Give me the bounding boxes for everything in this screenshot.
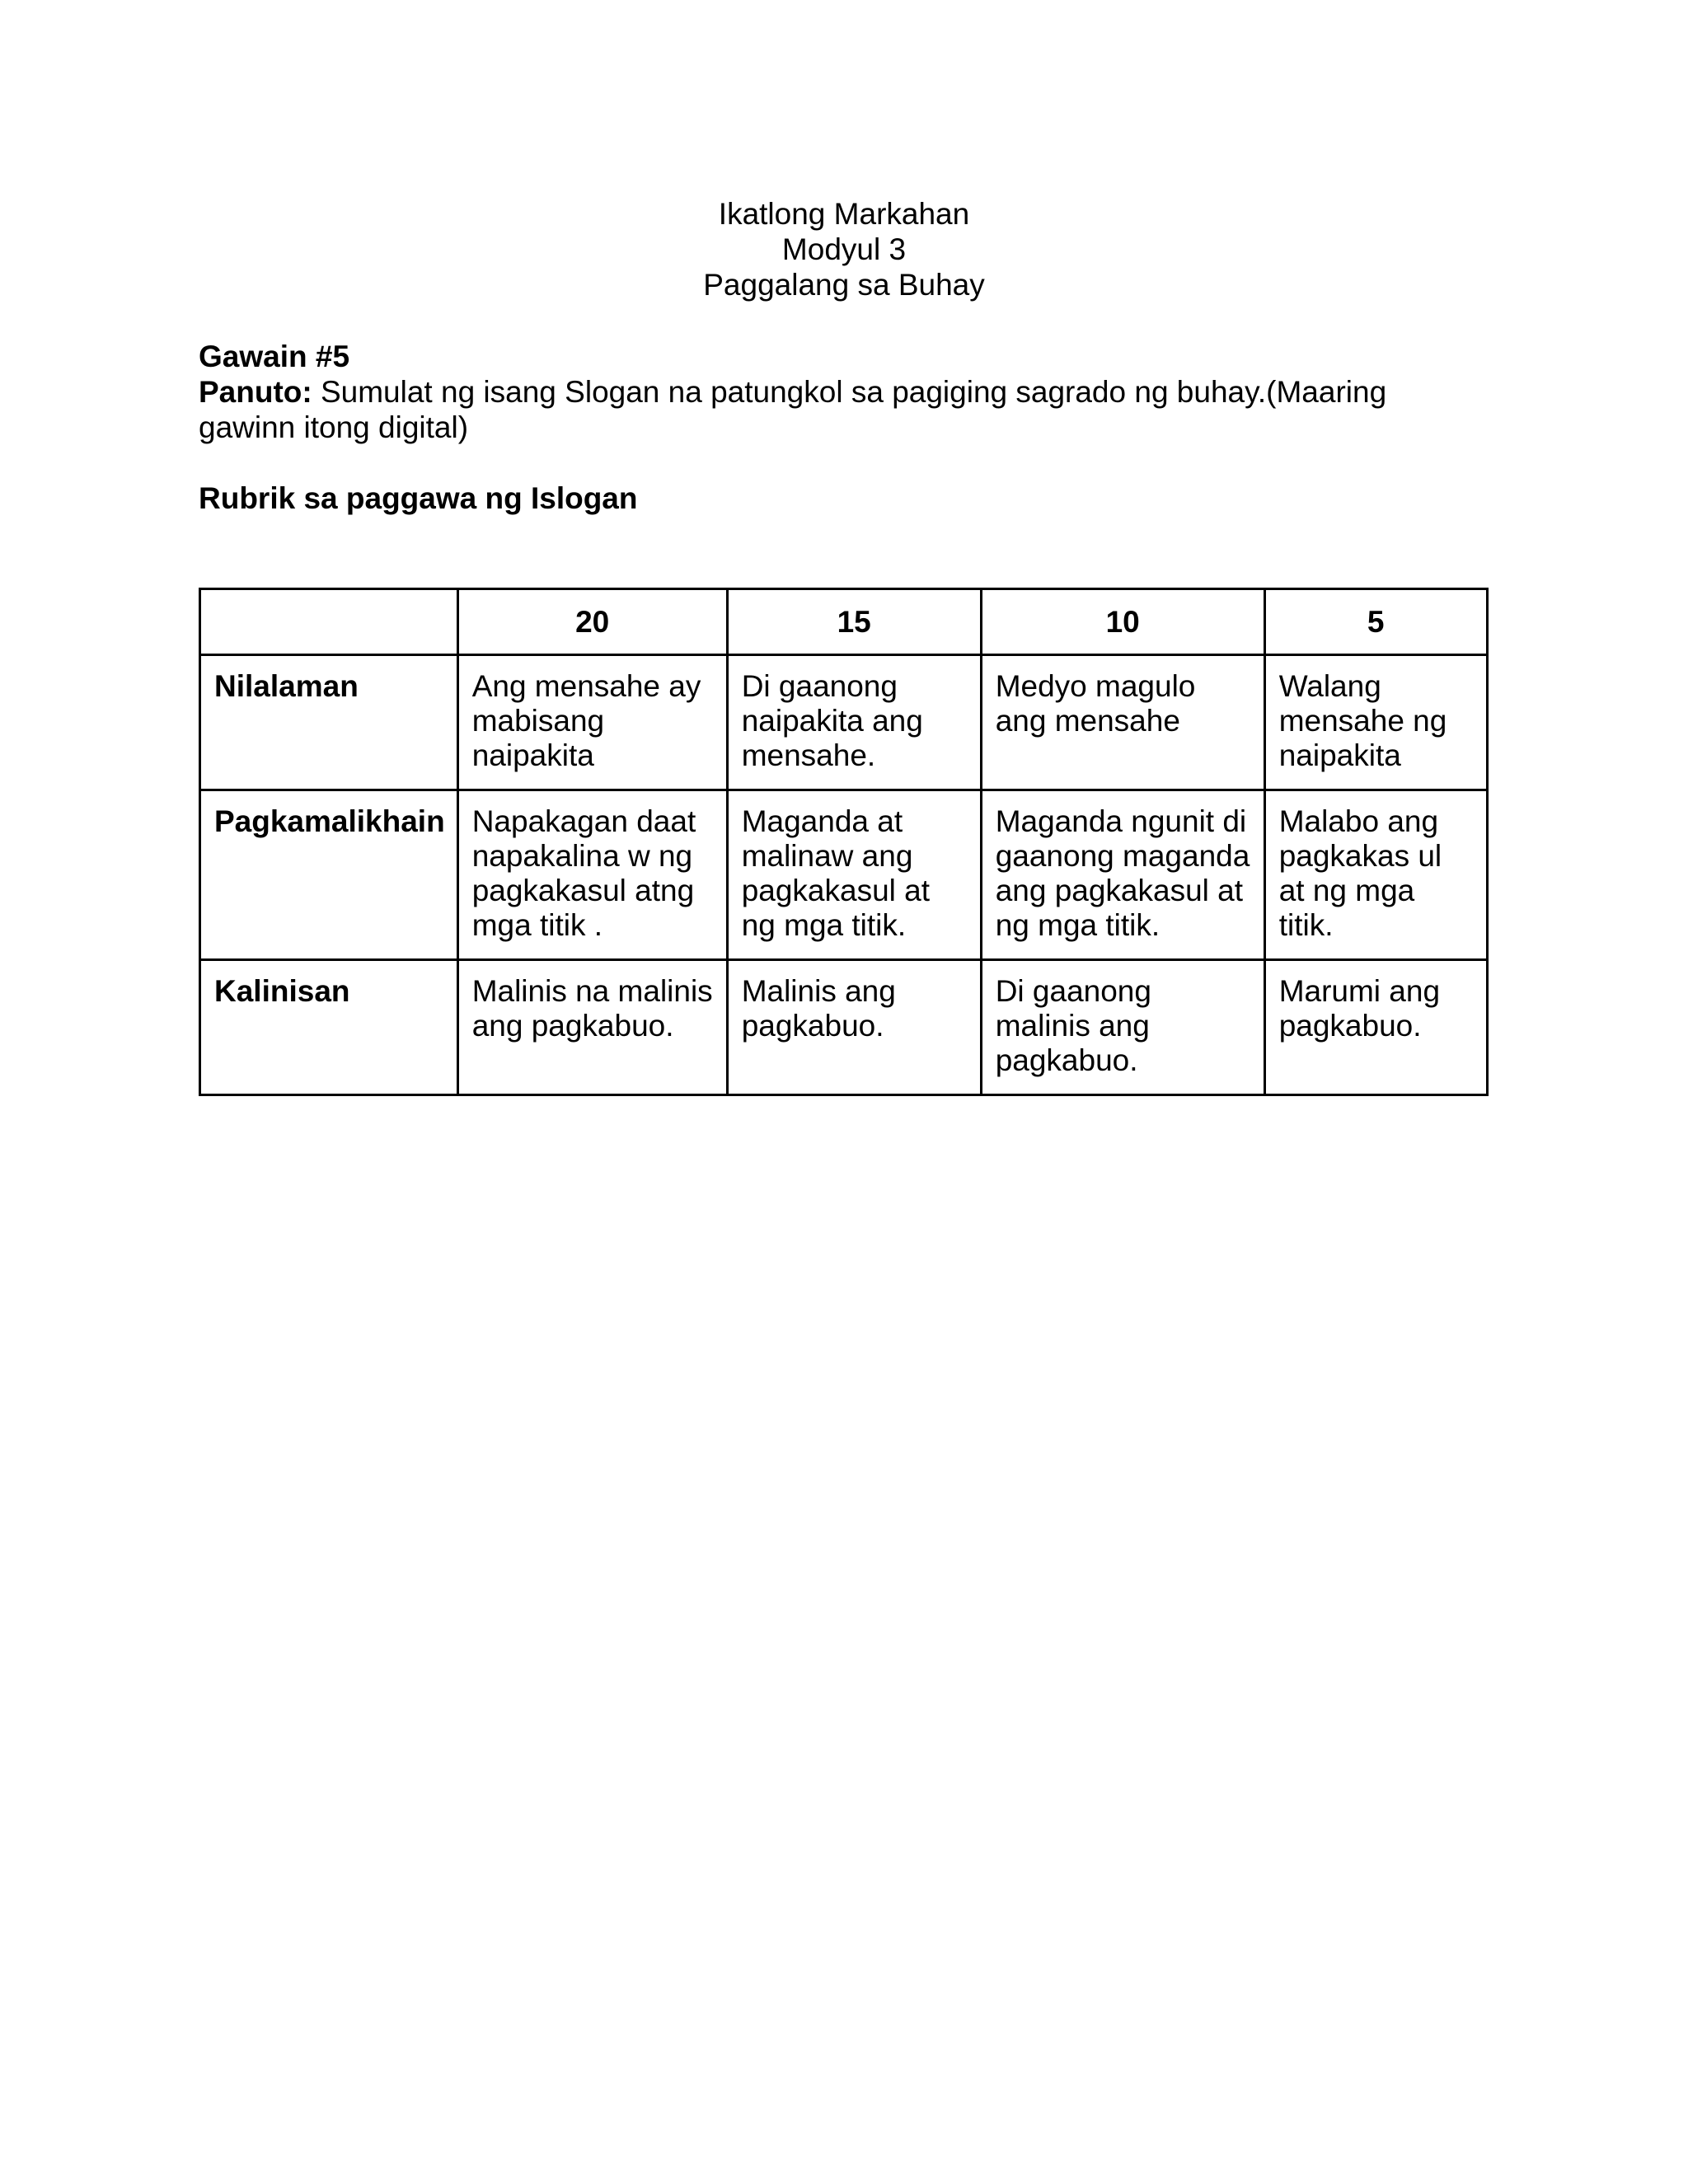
- activity-title: Gawain #5: [199, 340, 350, 373]
- rubric-row-kalinisan: [200, 960, 1488, 1095]
- rubric-cell: Di gaanong malinis ang pagkabuo.: [981, 960, 1264, 1095]
- instruction-text: Sumulat ng isang Slogan na patungkol sa pagiging sagrado ng buhay.(Maaring gawinn itong digital): [199, 375, 1387, 444]
- rubric-header-score: 10: [981, 589, 1264, 655]
- document-title-block: [0, 196, 1688, 302]
- rubric-cell: Di gaanong naipakita ang mensahe.: [727, 655, 981, 790]
- rubric-header-score: 20: [457, 589, 727, 655]
- rubric-header-score: 15: [727, 589, 981, 655]
- rubric-table: [199, 588, 1489, 1096]
- rubric-criterion: Pagkamalikhain: [200, 790, 458, 960]
- rubric-heading: Rubrik sa paggawa ng Islogan: [199, 481, 638, 515]
- rubric-cell: Marumi ang pagkabuo.: [1264, 960, 1487, 1095]
- rubric-cell: Walang mensahe ng naipakita: [1264, 655, 1487, 790]
- activity-instruction: [199, 374, 1484, 445]
- quarter-title: Ikatlong Markahan: [718, 197, 970, 231]
- rubric-header-empty: [200, 589, 458, 655]
- rubric-header-row: [200, 589, 1488, 655]
- activity-block: [199, 339, 1484, 445]
- rubric-criterion: Nilalaman: [200, 655, 458, 790]
- module-title: Modyul 3: [781, 232, 907, 266]
- rubric-cell: Maganda ngunit di gaanong maganda ang pagkakasul at ng mga titik.: [981, 790, 1264, 960]
- rubric-cell: Maganda at malinaw ang pagkakasul at ng mga titik.: [727, 790, 981, 960]
- rubric-header-score: 5: [1264, 589, 1487, 655]
- rubric-cell: Malabo ang pagkakas ul at ng mga titik.: [1264, 790, 1487, 960]
- rubric-cell: Napakagan daat napakalina w ng pagkakasul atng mga titik .: [457, 790, 727, 960]
- rubric-cell: Malinis ang pagkabuo.: [727, 960, 981, 1095]
- rubric-cell: Medyo magulo ang mensahe: [981, 655, 1264, 790]
- rubric-cell: Ang mensahe ay mabisang naipakita: [457, 655, 727, 790]
- rubric-row-nilalaman: [200, 655, 1488, 790]
- lesson-title: Paggalang sa Buhay: [703, 268, 985, 302]
- instruction-label: Panuto:: [199, 375, 312, 409]
- rubric-row-pagkamalikhain: [200, 790, 1488, 960]
- rubric-cell: Malinis na malinis ang pagkabuo.: [457, 960, 727, 1095]
- rubric-criterion: Kalinisan: [200, 960, 458, 1095]
